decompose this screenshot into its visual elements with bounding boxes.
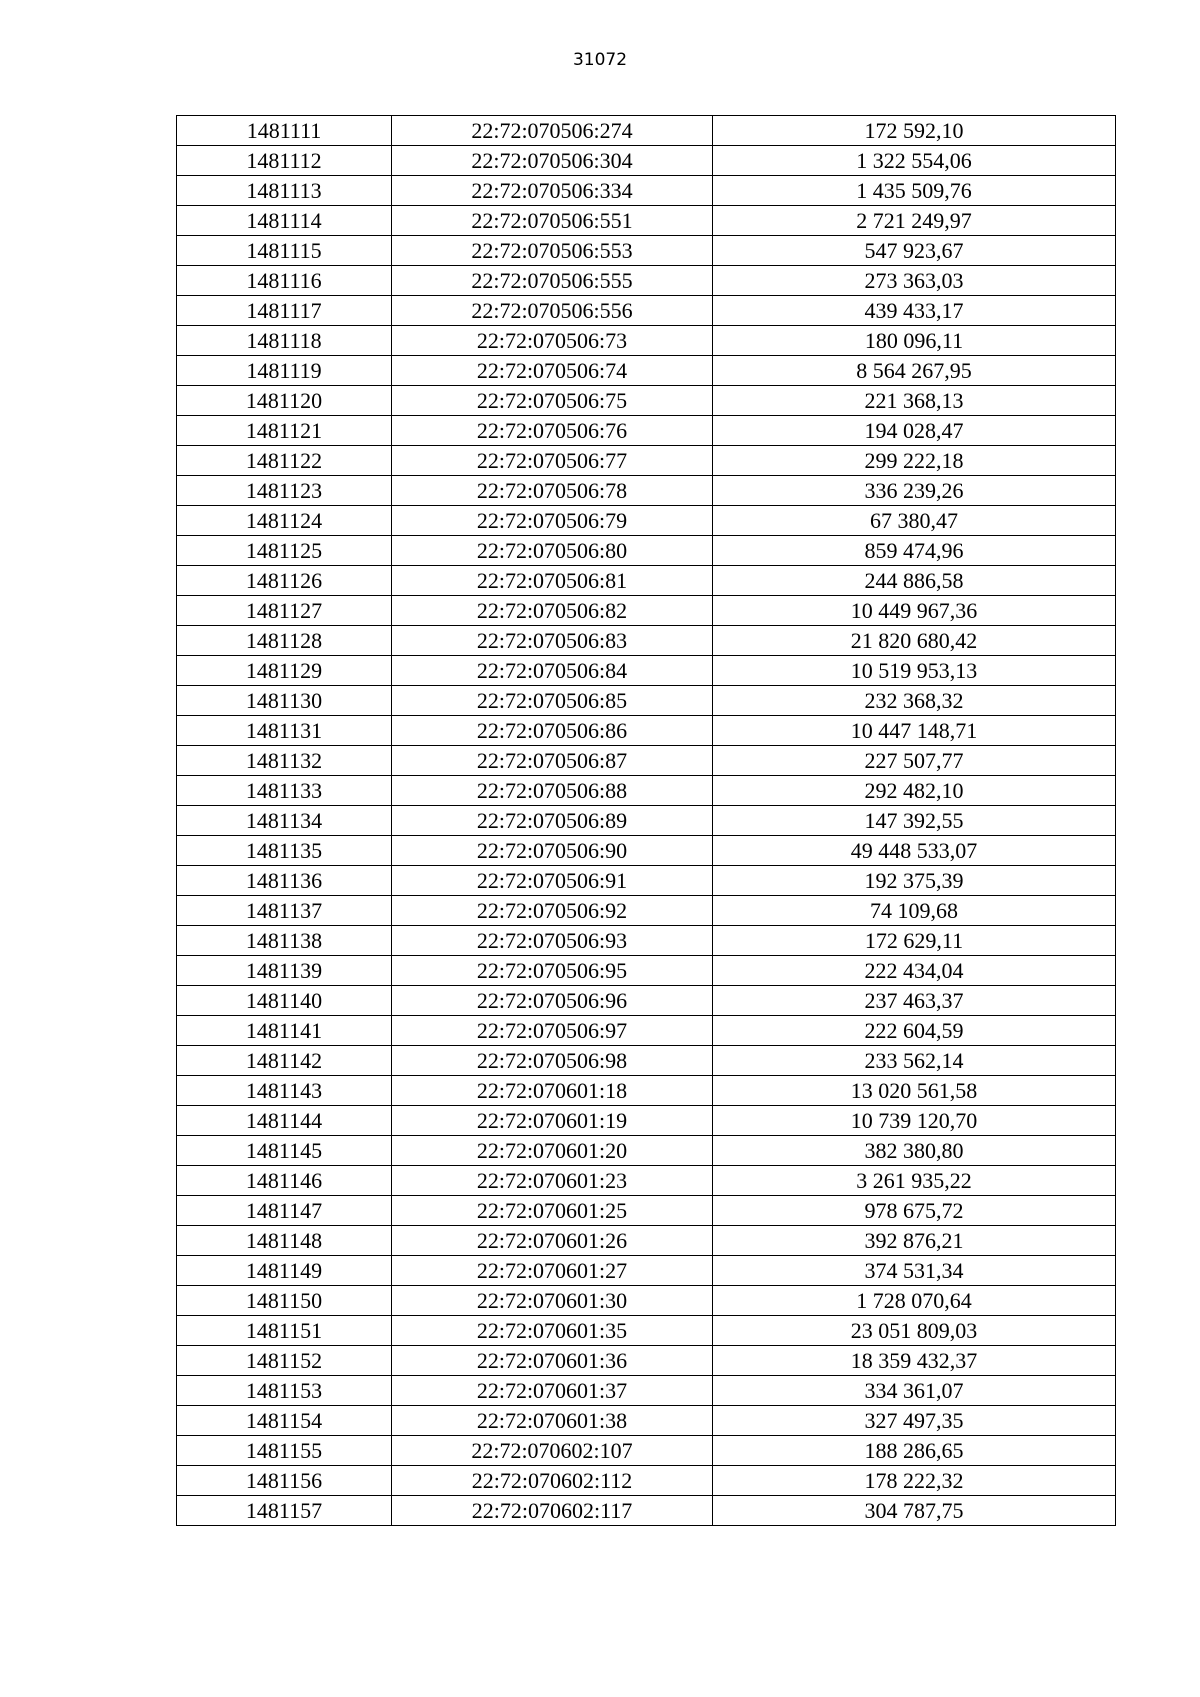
row-number-cell: 1481140 bbox=[177, 986, 392, 1016]
row-number-cell: 1481147 bbox=[177, 1196, 392, 1226]
cadastral-value-cell: 304 787,75 bbox=[713, 1496, 1116, 1526]
cadastral-number-cell: 22:72:070506:95 bbox=[392, 956, 713, 986]
cadastral-number-cell: 22:72:070506:96 bbox=[392, 986, 713, 1016]
table-row bbox=[177, 266, 1116, 296]
table-row bbox=[177, 566, 1116, 596]
cadastral-value-cell: 327 497,35 bbox=[713, 1406, 1116, 1436]
cadastral-number-cell: 22:72:070602:112 bbox=[392, 1466, 713, 1496]
cadastral-number-cell: 22:72:070506:79 bbox=[392, 506, 713, 536]
cadastral-number-cell: 22:72:070506:85 bbox=[392, 686, 713, 716]
cadastral-value-cell: 3 261 935,22 bbox=[713, 1166, 1116, 1196]
cadastral-number-cell: 22:72:070506:90 bbox=[392, 836, 713, 866]
row-number-cell: 1481112 bbox=[177, 146, 392, 176]
cadastral-number-cell: 22:72:070506:555 bbox=[392, 266, 713, 296]
row-number-cell: 1481118 bbox=[177, 326, 392, 356]
row-number-cell: 1481127 bbox=[177, 596, 392, 626]
row-number-cell: 1481148 bbox=[177, 1226, 392, 1256]
table-row bbox=[177, 1136, 1116, 1166]
table-row bbox=[177, 896, 1116, 926]
cadastral-value-cell: 221 368,13 bbox=[713, 386, 1116, 416]
table-row bbox=[177, 1406, 1116, 1436]
row-number-cell: 1481145 bbox=[177, 1136, 392, 1166]
table-row bbox=[177, 926, 1116, 956]
table-row bbox=[177, 1076, 1116, 1106]
table-row bbox=[177, 296, 1116, 326]
table-row bbox=[177, 1346, 1116, 1376]
cadastral-value-table bbox=[176, 115, 1116, 1526]
cadastral-number-cell: 22:72:070506:81 bbox=[392, 566, 713, 596]
cadastral-number-cell: 22:72:070601:20 bbox=[392, 1136, 713, 1166]
cadastral-value-cell: 1 322 554,06 bbox=[713, 146, 1116, 176]
table-row bbox=[177, 1436, 1116, 1466]
cadastral-value-cell: 13 020 561,58 bbox=[713, 1076, 1116, 1106]
cadastral-value-cell: 233 562,14 bbox=[713, 1046, 1116, 1076]
cadastral-number-cell: 22:72:070506:78 bbox=[392, 476, 713, 506]
row-number-cell: 1481119 bbox=[177, 356, 392, 386]
row-number-cell: 1481154 bbox=[177, 1406, 392, 1436]
table-row bbox=[177, 596, 1116, 626]
table-row bbox=[177, 1016, 1116, 1046]
table-row bbox=[177, 1286, 1116, 1316]
table-row bbox=[177, 716, 1116, 746]
cadastral-value-cell: 299 222,18 bbox=[713, 446, 1116, 476]
row-number-cell: 1481132 bbox=[177, 746, 392, 776]
row-number-cell: 1481142 bbox=[177, 1046, 392, 1076]
cadastral-number-cell: 22:72:070601:26 bbox=[392, 1226, 713, 1256]
cadastral-number-cell: 22:72:070506:93 bbox=[392, 926, 713, 956]
cadastral-number-cell: 22:72:070506:304 bbox=[392, 146, 713, 176]
row-number-cell: 1481122 bbox=[177, 446, 392, 476]
cadastral-number-cell: 22:72:070601:35 bbox=[392, 1316, 713, 1346]
cadastral-number-cell: 22:72:070506:334 bbox=[392, 176, 713, 206]
cadastral-value-cell: 10 519 953,13 bbox=[713, 656, 1116, 686]
cadastral-value-cell: 978 675,72 bbox=[713, 1196, 1116, 1226]
cadastral-value-cell: 374 531,34 bbox=[713, 1256, 1116, 1286]
row-number-cell: 1481117 bbox=[177, 296, 392, 326]
table-row bbox=[177, 116, 1116, 146]
table-row bbox=[177, 146, 1116, 176]
row-number-cell: 1481139 bbox=[177, 956, 392, 986]
table-row bbox=[177, 806, 1116, 836]
cadastral-value-cell: 273 363,03 bbox=[713, 266, 1116, 296]
cadastral-number-cell: 22:72:070506:556 bbox=[392, 296, 713, 326]
table-row bbox=[177, 656, 1116, 686]
cadastral-value-cell: 188 286,65 bbox=[713, 1436, 1116, 1466]
cadastral-value-cell: 547 923,67 bbox=[713, 236, 1116, 266]
cadastral-value-cell: 1 435 509,76 bbox=[713, 176, 1116, 206]
cadastral-number-cell: 22:72:070506:86 bbox=[392, 716, 713, 746]
row-number-cell: 1481133 bbox=[177, 776, 392, 806]
cadastral-value-cell: 147 392,55 bbox=[713, 806, 1116, 836]
row-number-cell: 1481143 bbox=[177, 1076, 392, 1106]
cadastral-value-cell: 172 592,10 bbox=[713, 116, 1116, 146]
table-row bbox=[177, 1196, 1116, 1226]
table-row bbox=[177, 446, 1116, 476]
row-number-cell: 1481141 bbox=[177, 1016, 392, 1046]
cadastral-number-cell: 22:72:070506:98 bbox=[392, 1046, 713, 1076]
page-number: 31072 bbox=[572, 50, 628, 70]
cadastral-value-cell: 49 448 533,07 bbox=[713, 836, 1116, 866]
table-body bbox=[177, 116, 1116, 1526]
row-number-cell: 1481135 bbox=[177, 836, 392, 866]
table-row bbox=[177, 1466, 1116, 1496]
cadastral-number-cell: 22:72:070506:92 bbox=[392, 896, 713, 926]
row-number-cell: 1481130 bbox=[177, 686, 392, 716]
cadastral-number-cell: 22:72:070601:18 bbox=[392, 1076, 713, 1106]
row-number-cell: 1481137 bbox=[177, 896, 392, 926]
table-row bbox=[177, 386, 1116, 416]
row-number-cell: 1481124 bbox=[177, 506, 392, 536]
table-row bbox=[177, 1316, 1116, 1346]
row-number-cell: 1481136 bbox=[177, 866, 392, 896]
cadastral-number-cell: 22:72:070506:97 bbox=[392, 1016, 713, 1046]
table-row bbox=[177, 1376, 1116, 1406]
row-number-cell: 1481113 bbox=[177, 176, 392, 206]
row-number-cell: 1481129 bbox=[177, 656, 392, 686]
cadastral-value-cell: 192 375,39 bbox=[713, 866, 1116, 896]
cadastral-number-cell: 22:72:070506:80 bbox=[392, 536, 713, 566]
cadastral-number-cell: 22:72:070601:27 bbox=[392, 1256, 713, 1286]
cadastral-value-cell: 1 728 070,64 bbox=[713, 1286, 1116, 1316]
cadastral-number-cell: 22:72:070601:38 bbox=[392, 1406, 713, 1436]
cadastral-value-cell: 67 380,47 bbox=[713, 506, 1116, 536]
cadastral-number-cell: 22:72:070601:23 bbox=[392, 1166, 713, 1196]
cadastral-value-cell: 10 449 967,36 bbox=[713, 596, 1116, 626]
cadastral-number-cell: 22:72:070601:25 bbox=[392, 1196, 713, 1226]
cadastral-number-cell: 22:72:070602:117 bbox=[392, 1496, 713, 1526]
cadastral-number-cell: 22:72:070506:84 bbox=[392, 656, 713, 686]
cadastral-number-cell: 22:72:070506:551 bbox=[392, 206, 713, 236]
table-row bbox=[177, 626, 1116, 656]
cadastral-number-cell: 22:72:070506:74 bbox=[392, 356, 713, 386]
row-number-cell: 1481120 bbox=[177, 386, 392, 416]
cadastral-value-cell: 334 361,07 bbox=[713, 1376, 1116, 1406]
table-row bbox=[177, 866, 1116, 896]
cadastral-value-cell: 178 222,32 bbox=[713, 1466, 1116, 1496]
cadastral-value-cell: 10 739 120,70 bbox=[713, 1106, 1116, 1136]
row-number-cell: 1481153 bbox=[177, 1376, 392, 1406]
cadastral-value-cell: 227 507,77 bbox=[713, 746, 1116, 776]
cadastral-value-cell: 439 433,17 bbox=[713, 296, 1116, 326]
cadastral-value-cell: 10 447 148,71 bbox=[713, 716, 1116, 746]
table-row bbox=[177, 776, 1116, 806]
row-number-cell: 1481150 bbox=[177, 1286, 392, 1316]
cadastral-number-cell: 22:72:070506:88 bbox=[392, 776, 713, 806]
row-number-cell: 1481156 bbox=[177, 1466, 392, 1496]
table-row bbox=[177, 746, 1116, 776]
cadastral-value-cell: 8 564 267,95 bbox=[713, 356, 1116, 386]
row-number-cell: 1481151 bbox=[177, 1316, 392, 1346]
cadastral-value-cell: 172 629,11 bbox=[713, 926, 1116, 956]
cadastral-value-cell: 23 051 809,03 bbox=[713, 1316, 1116, 1346]
cadastral-number-cell: 22:72:070506:87 bbox=[392, 746, 713, 776]
cadastral-value-cell: 180 096,11 bbox=[713, 326, 1116, 356]
table-row bbox=[177, 356, 1116, 386]
cadastral-value-cell: 74 109,68 bbox=[713, 896, 1116, 926]
table-row bbox=[177, 236, 1116, 266]
row-number-cell: 1481126 bbox=[177, 566, 392, 596]
cadastral-value-cell: 21 820 680,42 bbox=[713, 626, 1116, 656]
table-row bbox=[177, 986, 1116, 1016]
row-number-cell: 1481144 bbox=[177, 1106, 392, 1136]
cadastral-number-cell: 22:72:070602:107 bbox=[392, 1436, 713, 1466]
table-row bbox=[177, 176, 1116, 206]
row-number-cell: 1481121 bbox=[177, 416, 392, 446]
table-row bbox=[177, 1046, 1116, 1076]
row-number-cell: 1481114 bbox=[177, 206, 392, 236]
cadastral-value-cell: 232 368,32 bbox=[713, 686, 1116, 716]
cadastral-number-cell: 22:72:070601:19 bbox=[392, 1106, 713, 1136]
row-number-cell: 1481146 bbox=[177, 1166, 392, 1196]
cadastral-number-cell: 22:72:070506:89 bbox=[392, 806, 713, 836]
row-number-cell: 1481138 bbox=[177, 926, 392, 956]
row-number-cell: 1481157 bbox=[177, 1496, 392, 1526]
row-number-cell: 1481116 bbox=[177, 266, 392, 296]
cadastral-number-cell: 22:72:070601:36 bbox=[392, 1346, 713, 1376]
row-number-cell: 1481128 bbox=[177, 626, 392, 656]
row-number-cell: 1481131 bbox=[177, 716, 392, 746]
row-number-cell: 1481134 bbox=[177, 806, 392, 836]
cadastral-value-cell: 292 482,10 bbox=[713, 776, 1116, 806]
table-row bbox=[177, 1256, 1116, 1286]
cadastral-number-cell: 22:72:070506:75 bbox=[392, 386, 713, 416]
cadastral-value-cell: 392 876,21 bbox=[713, 1226, 1116, 1256]
table-row bbox=[177, 506, 1116, 536]
cadastral-value-cell: 382 380,80 bbox=[713, 1136, 1116, 1166]
row-number-cell: 1481152 bbox=[177, 1346, 392, 1376]
cadastral-number-cell: 22:72:070506:82 bbox=[392, 596, 713, 626]
cadastral-number-cell: 22:72:070506:73 bbox=[392, 326, 713, 356]
cadastral-number-cell: 22:72:070601:30 bbox=[392, 1286, 713, 1316]
cadastral-value-cell: 237 463,37 bbox=[713, 986, 1116, 1016]
table-row bbox=[177, 686, 1116, 716]
cadastral-value-cell: 194 028,47 bbox=[713, 416, 1116, 446]
table-row bbox=[177, 536, 1116, 566]
row-number-cell: 1481115 bbox=[177, 236, 392, 266]
cadastral-value-cell: 2 721 249,97 bbox=[713, 206, 1116, 236]
table-row bbox=[177, 326, 1116, 356]
cadastral-value-cell: 336 239,26 bbox=[713, 476, 1116, 506]
cadastral-number-cell: 22:72:070506:77 bbox=[392, 446, 713, 476]
table-row bbox=[177, 476, 1116, 506]
table-row bbox=[177, 1106, 1116, 1136]
table-row bbox=[177, 1496, 1116, 1526]
row-number-cell: 1481123 bbox=[177, 476, 392, 506]
cadastral-value-cell: 222 604,59 bbox=[713, 1016, 1116, 1046]
row-number-cell: 1481155 bbox=[177, 1436, 392, 1466]
cadastral-number-cell: 22:72:070506:83 bbox=[392, 626, 713, 656]
row-number-cell: 1481149 bbox=[177, 1256, 392, 1286]
cadastral-value-cell: 222 434,04 bbox=[713, 956, 1116, 986]
cadastral-number-cell: 22:72:070506:76 bbox=[392, 416, 713, 446]
row-number-cell: 1481111 bbox=[177, 116, 392, 146]
cadastral-value-cell: 859 474,96 bbox=[713, 536, 1116, 566]
table-row bbox=[177, 956, 1116, 986]
table-row bbox=[177, 206, 1116, 236]
table-row bbox=[177, 416, 1116, 446]
row-number-cell: 1481125 bbox=[177, 536, 392, 566]
table-row bbox=[177, 1166, 1116, 1196]
cadastral-value-cell: 18 359 432,37 bbox=[713, 1346, 1116, 1376]
table-row bbox=[177, 1226, 1116, 1256]
table-row bbox=[177, 836, 1116, 866]
cadastral-number-cell: 22:72:070506:91 bbox=[392, 866, 713, 896]
cadastral-value-cell: 244 886,58 bbox=[713, 566, 1116, 596]
cadastral-number-cell: 22:72:070601:37 bbox=[392, 1376, 713, 1406]
cadastral-number-cell: 22:72:070506:274 bbox=[392, 116, 713, 146]
cadastral-number-cell: 22:72:070506:553 bbox=[392, 236, 713, 266]
